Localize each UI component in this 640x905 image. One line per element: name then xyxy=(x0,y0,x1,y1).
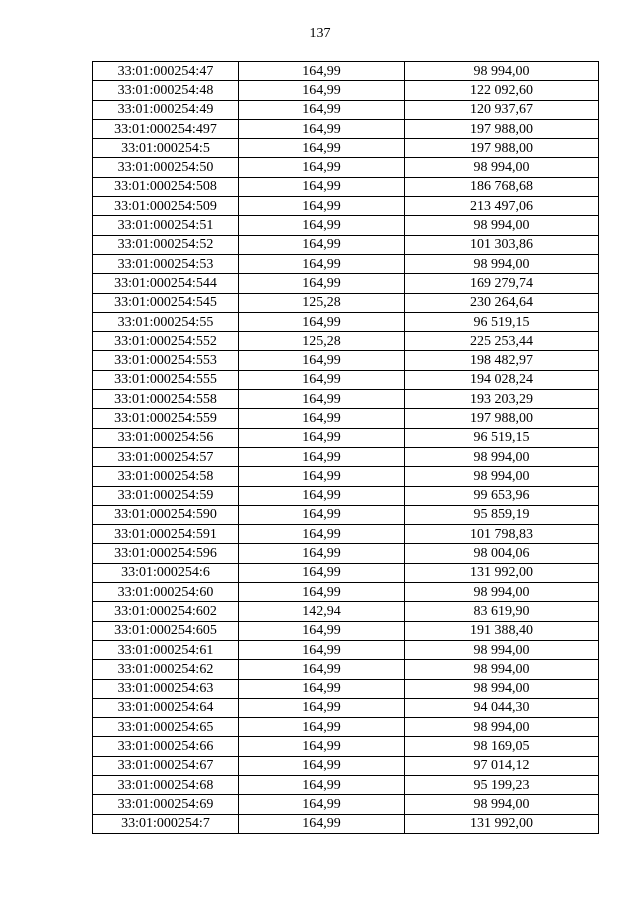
table-row xyxy=(93,81,599,100)
rate-cell: 164,99 xyxy=(239,505,405,524)
table-row xyxy=(93,718,599,737)
cadastral-number-cell: 33:01:000254:590 xyxy=(93,505,239,524)
table-row xyxy=(93,254,599,273)
cadastral-number-cell: 33:01:000254:555 xyxy=(93,370,239,389)
value-cell: 191 388,40 xyxy=(405,621,599,640)
data-table xyxy=(92,61,599,834)
cadastral-number-cell: 33:01:000254:552 xyxy=(93,332,239,351)
cadastral-number-cell: 33:01:000254:50 xyxy=(93,158,239,177)
rate-cell: 164,99 xyxy=(239,756,405,775)
cadastral-number-cell: 33:01:000254:51 xyxy=(93,216,239,235)
rate-cell: 164,99 xyxy=(239,621,405,640)
value-cell: 98 994,00 xyxy=(405,254,599,273)
table-row xyxy=(93,583,599,602)
cadastral-number-cell: 33:01:000254:5 xyxy=(93,139,239,158)
cadastral-number-cell: 33:01:000254:559 xyxy=(93,409,239,428)
cadastral-number-cell: 33:01:000254:68 xyxy=(93,775,239,794)
cadastral-number-cell: 33:01:000254:61 xyxy=(93,640,239,659)
value-cell: 98 994,00 xyxy=(405,640,599,659)
value-cell: 96 519,15 xyxy=(405,312,599,331)
value-cell: 98 994,00 xyxy=(405,158,599,177)
cadastral-number-cell: 33:01:000254:49 xyxy=(93,100,239,119)
table-row xyxy=(93,293,599,312)
table-row xyxy=(93,197,599,216)
cadastral-number-cell: 33:01:000254:55 xyxy=(93,312,239,331)
rate-cell: 164,99 xyxy=(239,486,405,505)
rate-cell: 164,99 xyxy=(239,544,405,563)
rate-cell: 164,99 xyxy=(239,139,405,158)
page-number: 137 xyxy=(309,26,331,41)
cadastral-number-cell: 33:01:000254:508 xyxy=(93,177,239,196)
value-cell: 96 519,15 xyxy=(405,428,599,447)
value-cell: 94 044,30 xyxy=(405,698,599,717)
table-row xyxy=(93,602,599,621)
rate-cell: 164,99 xyxy=(239,274,405,293)
cadastral-number-cell: 33:01:000254:47 xyxy=(93,62,239,81)
cadastral-number-cell: 33:01:000254:48 xyxy=(93,81,239,100)
cadastral-number-cell: 33:01:000254:53 xyxy=(93,254,239,273)
value-cell: 225 253,44 xyxy=(405,332,599,351)
value-cell: 230 264,64 xyxy=(405,293,599,312)
rate-cell: 164,99 xyxy=(239,197,405,216)
cadastral-number-cell: 33:01:000254:545 xyxy=(93,293,239,312)
value-cell: 99 653,96 xyxy=(405,486,599,505)
rate-cell: 125,28 xyxy=(239,293,405,312)
value-cell: 98 994,00 xyxy=(405,718,599,737)
value-cell: 194 028,24 xyxy=(405,370,599,389)
cadastral-number-cell: 33:01:000254:62 xyxy=(93,660,239,679)
rate-cell: 164,99 xyxy=(239,62,405,81)
cadastral-number-cell: 33:01:000254:65 xyxy=(93,718,239,737)
value-cell: 213 497,06 xyxy=(405,197,599,216)
table-body xyxy=(93,62,599,834)
table-row xyxy=(93,351,599,370)
cadastral-number-cell: 33:01:000254:509 xyxy=(93,197,239,216)
table-row xyxy=(93,158,599,177)
table-row xyxy=(93,563,599,582)
rate-cell: 164,99 xyxy=(239,660,405,679)
table-row xyxy=(93,312,599,331)
table-row xyxy=(93,332,599,351)
table-row xyxy=(93,119,599,138)
value-cell: 131 992,00 xyxy=(405,563,599,582)
table-row xyxy=(93,428,599,447)
rate-cell: 164,99 xyxy=(239,447,405,466)
table-row xyxy=(93,486,599,505)
table-row xyxy=(93,737,599,756)
value-cell: 120 937,67 xyxy=(405,100,599,119)
cadastral-number-cell: 33:01:000254:57 xyxy=(93,447,239,466)
table-row xyxy=(93,525,599,544)
table-row xyxy=(93,775,599,794)
table-row xyxy=(93,139,599,158)
rate-cell: 164,99 xyxy=(239,254,405,273)
table-row xyxy=(93,409,599,428)
table-row xyxy=(93,370,599,389)
value-cell: 197 988,00 xyxy=(405,139,599,158)
table-row xyxy=(93,274,599,293)
cadastral-number-cell: 33:01:000254:58 xyxy=(93,467,239,486)
cadastral-number-cell: 33:01:000254:56 xyxy=(93,428,239,447)
cadastral-number-cell: 33:01:000254:591 xyxy=(93,525,239,544)
cadastral-number-cell: 33:01:000254:7 xyxy=(93,814,239,833)
cadastral-number-cell: 33:01:000254:63 xyxy=(93,679,239,698)
value-cell: 98 169,05 xyxy=(405,737,599,756)
rate-cell: 164,99 xyxy=(239,814,405,833)
rate-cell: 164,99 xyxy=(239,718,405,737)
rate-cell: 164,99 xyxy=(239,563,405,582)
rate-cell: 164,99 xyxy=(239,370,405,389)
rate-cell: 164,99 xyxy=(239,525,405,544)
cadastral-number-cell: 33:01:000254:66 xyxy=(93,737,239,756)
table-row xyxy=(93,679,599,698)
cadastral-number-cell: 33:01:000254:497 xyxy=(93,119,239,138)
rate-cell: 164,99 xyxy=(239,467,405,486)
rate-cell: 164,99 xyxy=(239,119,405,138)
rate-cell: 164,99 xyxy=(239,795,405,814)
cadastral-number-cell: 33:01:000254:69 xyxy=(93,795,239,814)
rate-cell: 164,99 xyxy=(239,216,405,235)
value-cell: 197 988,00 xyxy=(405,119,599,138)
value-cell: 122 092,60 xyxy=(405,81,599,100)
rate-cell: 164,99 xyxy=(239,312,405,331)
rate-cell: 125,28 xyxy=(239,332,405,351)
rate-cell: 164,99 xyxy=(239,351,405,370)
value-cell: 83 619,90 xyxy=(405,602,599,621)
value-cell: 197 988,00 xyxy=(405,409,599,428)
rate-cell: 164,99 xyxy=(239,409,405,428)
table-row xyxy=(93,621,599,640)
table-row xyxy=(93,62,599,81)
table-row xyxy=(93,814,599,833)
table-row xyxy=(93,100,599,119)
rate-cell: 164,99 xyxy=(239,737,405,756)
cadastral-number-cell: 33:01:000254:596 xyxy=(93,544,239,563)
table-row xyxy=(93,660,599,679)
cadastral-number-cell: 33:01:000254:6 xyxy=(93,563,239,582)
value-cell: 131 992,00 xyxy=(405,814,599,833)
cadastral-number-cell: 33:01:000254:605 xyxy=(93,621,239,640)
cadastral-number-cell: 33:01:000254:60 xyxy=(93,583,239,602)
cadastral-number-cell: 33:01:000254:64 xyxy=(93,698,239,717)
value-cell: 98 994,00 xyxy=(405,660,599,679)
table-row xyxy=(93,177,599,196)
rate-cell: 164,99 xyxy=(239,679,405,698)
rate-cell: 164,99 xyxy=(239,81,405,100)
value-cell: 98 994,00 xyxy=(405,447,599,466)
value-cell: 186 768,68 xyxy=(405,177,599,196)
table-row xyxy=(93,447,599,466)
value-cell: 101 303,86 xyxy=(405,235,599,254)
value-cell: 98 994,00 xyxy=(405,583,599,602)
rate-cell: 164,99 xyxy=(239,100,405,119)
table-row xyxy=(93,756,599,775)
rate-cell: 164,99 xyxy=(239,390,405,409)
rate-cell: 164,99 xyxy=(239,177,405,196)
rate-cell: 142,94 xyxy=(239,602,405,621)
value-cell: 101 798,83 xyxy=(405,525,599,544)
rate-cell: 164,99 xyxy=(239,640,405,659)
table-row xyxy=(93,467,599,486)
value-cell: 98 994,00 xyxy=(405,795,599,814)
table-row xyxy=(93,544,599,563)
table-row xyxy=(93,505,599,524)
table-row xyxy=(93,795,599,814)
value-cell: 198 482,97 xyxy=(405,351,599,370)
value-cell: 193 203,29 xyxy=(405,390,599,409)
value-cell: 95 859,19 xyxy=(405,505,599,524)
rate-cell: 164,99 xyxy=(239,775,405,794)
value-cell: 98 994,00 xyxy=(405,62,599,81)
table-row xyxy=(93,235,599,254)
cadastral-number-cell: 33:01:000254:553 xyxy=(93,351,239,370)
cadastral-number-cell: 33:01:000254:602 xyxy=(93,602,239,621)
rate-cell: 164,99 xyxy=(239,583,405,602)
rate-cell: 164,99 xyxy=(239,158,405,177)
value-cell: 95 199,23 xyxy=(405,775,599,794)
table-row xyxy=(93,390,599,409)
value-cell: 169 279,74 xyxy=(405,274,599,293)
cadastral-number-cell: 33:01:000254:52 xyxy=(93,235,239,254)
cadastral-number-cell: 33:01:000254:558 xyxy=(93,390,239,409)
value-cell: 97 014,12 xyxy=(405,756,599,775)
rate-cell: 164,99 xyxy=(239,235,405,254)
table-row xyxy=(93,216,599,235)
value-cell: 98 994,00 xyxy=(405,679,599,698)
value-cell: 98 994,00 xyxy=(405,467,599,486)
value-cell: 98 994,00 xyxy=(405,216,599,235)
cadastral-number-cell: 33:01:000254:59 xyxy=(93,486,239,505)
cadastral-number-cell: 33:01:000254:544 xyxy=(93,274,239,293)
table-row xyxy=(93,698,599,717)
value-cell: 98 004,06 xyxy=(405,544,599,563)
rate-cell: 164,99 xyxy=(239,698,405,717)
table-row xyxy=(93,640,599,659)
cadastral-number-cell: 33:01:000254:67 xyxy=(93,756,239,775)
rate-cell: 164,99 xyxy=(239,428,405,447)
